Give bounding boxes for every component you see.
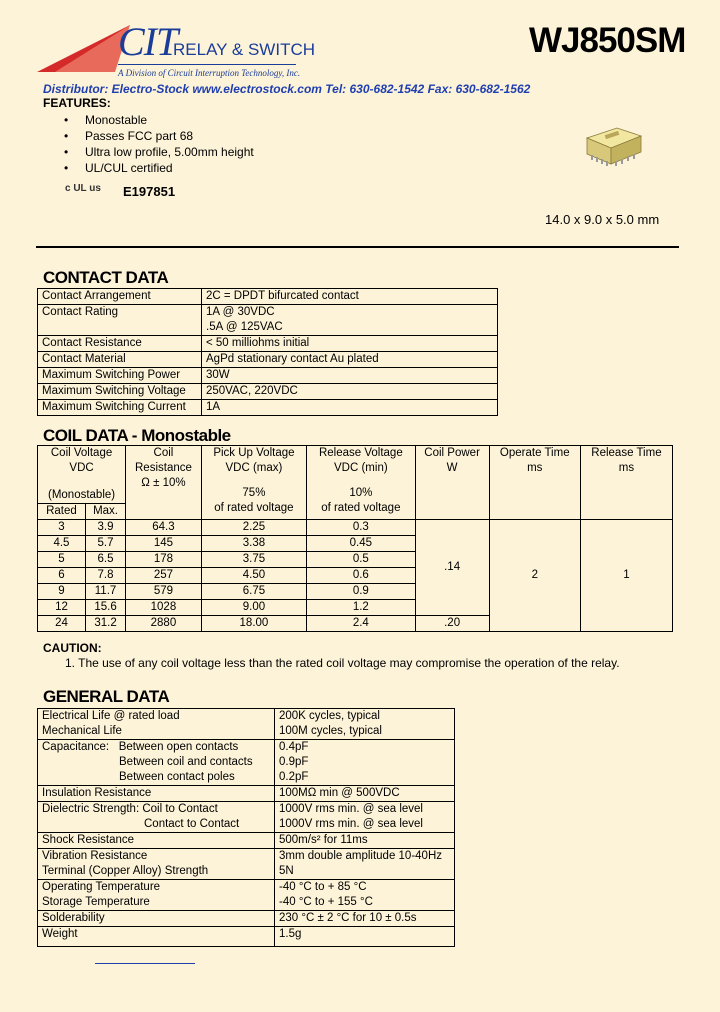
cell-line: 200K cycles, typical <box>279 710 380 722</box>
header-line: Operate Time <box>499 447 570 459</box>
cell-line: .5A @ 125VAC <box>206 321 283 333</box>
header-line: Resistance <box>135 462 192 474</box>
cell-line: 5N <box>279 865 294 877</box>
cell-line: Mechanical Life <box>42 725 122 737</box>
cell-line: -40 °C to + 155 °C <box>279 896 373 908</box>
table-cell: 2.4 <box>307 616 415 632</box>
table-cell: 24 <box>38 616 86 632</box>
table-cell: 0.5 <box>307 552 415 568</box>
table-cell: 257 <box>126 568 202 584</box>
feature-item: • Passes FCC part 68 <box>64 128 254 144</box>
cell-line: 1000V rms min. @ sea level <box>279 803 423 815</box>
header-line: Coil Voltage <box>50 447 113 459</box>
table-cell: 9 <box>38 584 86 600</box>
features-title: FEATURES: <box>43 96 111 110</box>
section-divider <box>36 246 679 248</box>
table-cell: 3.75 <box>201 552 306 568</box>
header-line: VDC (min) <box>334 462 388 474</box>
logo-brand: CIT <box>118 19 178 64</box>
table-cell: 6.5 <box>85 552 125 568</box>
header-release-voltage <box>307 446 415 520</box>
cell-line: 1000V rms min. @ sea level <box>279 818 423 830</box>
table-cell: 178 <box>126 552 202 568</box>
cell-line: Between contact poles <box>119 771 235 783</box>
header-line: Release Voltage <box>318 447 403 459</box>
spacer <box>40 476 123 488</box>
cell-text: Capacitance: <box>42 741 110 753</box>
header-coil-voltage <box>38 446 126 504</box>
header-line: W <box>446 462 458 474</box>
table-cell: Contact Material <box>38 352 202 368</box>
table-row <box>38 368 498 384</box>
table-cell <box>275 802 455 833</box>
contact-data-title: CONTACT DATA <box>43 268 169 287</box>
table-cell: 15.6 <box>85 600 125 616</box>
table-cell: 3.38 <box>201 536 306 552</box>
table-cell: 7.8 <box>85 568 125 584</box>
cell-line <box>42 740 270 755</box>
table-cell: Contact Rating <box>38 305 202 336</box>
table-cell: < 50 milliohms initial <box>202 336 498 352</box>
features-list <box>64 112 254 176</box>
table-cell: 30W <box>202 368 498 384</box>
table-header-row <box>38 446 673 504</box>
table-cell: 250VAC, 220VDC <box>202 384 498 400</box>
table-cell: AgPd stationary contact Au plated <box>202 352 498 368</box>
table-cell: Shock Resistance <box>38 833 275 849</box>
cell-line: 0.4pF <box>279 741 309 753</box>
coil-power-value: .14 <box>415 520 489 616</box>
header-line: Release Time <box>591 447 662 459</box>
cell-line: -40 °C to + 85 °C <box>279 881 367 893</box>
header-max: Max. <box>85 504 125 520</box>
table-cell: 145 <box>126 536 202 552</box>
table-cell: 0.3 <box>307 520 415 536</box>
caution-item: 1. The use of any coil voltage less than the rated coil voltage may compromise the operation of the relay. <box>65 656 620 670</box>
table-cell: 12 <box>38 600 86 616</box>
header-line: ms <box>527 462 543 474</box>
table-cell <box>275 849 455 880</box>
dimensions: 14.0 x 9.0 x 5.0 mm <box>545 212 660 227</box>
table-row <box>38 336 498 352</box>
cell-text: Between open contacts <box>118 741 239 753</box>
table-cell: 6 <box>38 568 86 584</box>
release-time-value: 1 <box>580 520 672 632</box>
spacer <box>309 476 412 486</box>
ul-file-number: E197851 <box>123 184 176 199</box>
header-line: of rated voltage <box>214 502 294 514</box>
table-cell: 18.00 <box>201 616 306 632</box>
table-cell: 230 °C ± 2 °C for 10 ± 0.5s <box>275 911 455 927</box>
spacer <box>204 476 304 486</box>
header-release-time <box>580 446 672 520</box>
table-cell: Solderability <box>38 911 275 927</box>
table-cell: 2C = DPDT bifurcated contact <box>202 289 498 305</box>
table-cell <box>38 849 275 880</box>
table-cell: Maximum Switching Power <box>38 368 202 384</box>
header-line: ms <box>618 462 635 474</box>
table-cell: 1028 <box>126 600 202 616</box>
general-data-table <box>37 708 455 947</box>
header-line: 75% <box>242 487 266 499</box>
table-row <box>38 802 455 833</box>
header-line: of rated voltage <box>321 502 401 514</box>
header-rated: Rated <box>38 504 86 520</box>
feature-item: • UL/CUL certified <box>64 160 254 176</box>
table-cell: 0.45 <box>307 536 415 552</box>
distributor-line: Distributor: Electro-Stock www.electrostock.com Tel: 630-682-1542 Fax: 630-682-1562 <box>43 82 531 96</box>
caution-title: CAUTION: <box>43 641 102 655</box>
table-row <box>38 305 498 336</box>
table-cell: 4.5 <box>38 536 86 552</box>
footer-link-underline <box>95 963 195 964</box>
cell-line: Between coil and contacts <box>119 756 253 768</box>
table-row <box>38 709 455 740</box>
logo-subtitle: A Division of Circuit Interruption Technology, Inc. <box>118 68 301 78</box>
table-row <box>38 927 455 947</box>
table-row <box>38 400 498 416</box>
cell-line: Operating Temperature <box>42 881 161 893</box>
relay-product-image <box>583 124 643 174</box>
header-operate-time <box>489 446 580 520</box>
cell-line: 0.2pF <box>279 771 309 783</box>
header-line: Ω ± 10% <box>141 477 186 489</box>
logo-divider <box>118 64 296 65</box>
table-cell: 31.2 <box>85 616 125 632</box>
logo-name: RELAY & SWITCH <box>173 40 316 59</box>
table-row <box>38 849 455 880</box>
cell-line: Electrical Life @ rated load <box>42 710 180 722</box>
cell-line: Contact to Contact <box>144 818 240 830</box>
table-cell: 9.00 <box>201 600 306 616</box>
table-cell: 2.25 <box>201 520 306 536</box>
table-cell <box>275 709 455 740</box>
header-pickup-voltage <box>201 446 306 520</box>
table-cell: Contact Resistance <box>38 336 202 352</box>
cell-line: 0.9pF <box>279 756 309 768</box>
table-cell: 1A <box>202 400 498 416</box>
header-line: 10% <box>349 487 373 499</box>
table-cell: 3 <box>38 520 86 536</box>
table-cell: 500m/s² for 11ms <box>275 833 455 849</box>
table-cell: 6.75 <box>201 584 306 600</box>
table-cell <box>38 880 275 911</box>
table-cell: 0.6 <box>307 568 415 584</box>
cell-line: 100M cycles, typical <box>279 725 382 737</box>
feature-item: • Monostable <box>64 112 254 128</box>
model-number: WJ850SM <box>529 21 686 60</box>
table-cell <box>202 305 498 336</box>
table-cell: 64.3 <box>126 520 202 536</box>
cell-line: 1A @ 30VDC <box>206 306 275 318</box>
cell-line: Dielectric Strength: Coil to Contact <box>42 803 218 815</box>
table-cell <box>38 740 275 786</box>
coil-data-table <box>37 445 673 632</box>
header-line: VDC (max) <box>225 462 283 474</box>
ul-certification-mark: c UL us <box>65 183 101 194</box>
table-cell <box>275 740 455 786</box>
table-row <box>38 289 498 305</box>
table-row <box>38 833 455 849</box>
contact-data-table <box>37 288 498 416</box>
table-cell: Insulation Resistance <box>38 786 275 802</box>
table-row <box>38 786 455 802</box>
table-cell: 5.7 <box>85 536 125 552</box>
table-row <box>38 352 498 368</box>
cell-line: Storage Temperature <box>42 896 150 908</box>
table-cell: 2880 <box>126 616 202 632</box>
table-cell: 4.50 <box>201 568 306 584</box>
header-line: Coil <box>153 447 174 459</box>
header-line: Coil Power <box>424 447 480 459</box>
coil-power-value: .20 <box>415 616 489 632</box>
table-row <box>38 880 455 911</box>
operate-time-value: 2 <box>489 520 580 632</box>
table-row <box>38 520 673 536</box>
table-cell <box>275 880 455 911</box>
cell-line: Terminal (Copper Alloy) Strength <box>42 865 209 877</box>
coil-data-title: COIL DATA - Monostable <box>43 426 231 445</box>
header-line: (Monostable) <box>48 489 116 501</box>
table-cell: Weight <box>38 927 275 947</box>
feature-item: • Ultra low profile, 5.00mm height <box>64 144 254 160</box>
table-cell: Maximum Switching Voltage <box>38 384 202 400</box>
general-data-title: GENERAL DATA <box>43 687 170 706</box>
header-line: Pick Up Voltage <box>213 447 295 459</box>
logo-swoosh-icon <box>35 22 131 74</box>
table-cell: 0.9 <box>307 584 415 600</box>
table-cell <box>38 709 275 740</box>
cell-line: 3mm double amplitude 10-40Hz <box>279 850 443 862</box>
header-coil-power <box>415 446 489 520</box>
table-row <box>38 911 455 927</box>
table-cell: 1.5g <box>275 927 455 947</box>
table-cell: 11.7 <box>85 584 125 600</box>
header-coil-resistance <box>126 446 202 520</box>
table-row <box>38 740 455 786</box>
table-cell: 1.2 <box>307 600 415 616</box>
table-cell: 579 <box>126 584 202 600</box>
table-cell <box>38 802 275 833</box>
table-cell: Maximum Switching Current <box>38 400 202 416</box>
cell-line: Vibration Resistance <box>42 850 148 862</box>
header-line: VDC <box>69 462 94 474</box>
table-cell: 100MΩ min @ 500VDC <box>275 786 455 802</box>
table-cell: 3.9 <box>85 520 125 536</box>
table-cell: 5 <box>38 552 86 568</box>
table-row <box>38 384 498 400</box>
table-cell: Contact Arrangement <box>38 289 202 305</box>
